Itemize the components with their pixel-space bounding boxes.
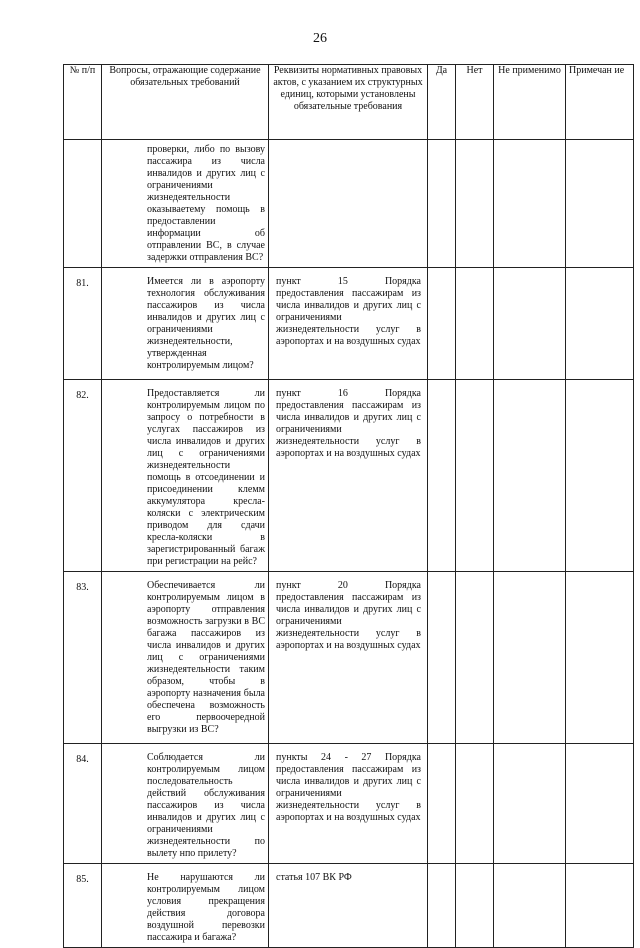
row-reference: пункт 16 Порядка предоставления пассажирам из числа инвалидов и других лиц с ограничениями жизнедеятельности услуг в аэропортах и на воздушных судах — [269, 380, 428, 572]
answer-no-cell[interactable] — [456, 572, 494, 744]
row-number: 85. — [64, 864, 102, 948]
header-yes: Да — [428, 65, 456, 140]
answer-not-applicable-cell[interactable] — [494, 268, 566, 380]
row-question: Соблюдается ли контролируемым лицом последовательность действий обслуживания пассажиров из числа инвалидов и других лиц с ограничениями жизнедеятельности по вылету нпо прилету? — [102, 744, 269, 864]
note-cell[interactable] — [566, 572, 634, 744]
note-cell[interactable] — [566, 744, 634, 864]
row-reference: статья 107 ВК РФ — [269, 864, 428, 948]
header-note: Примечан ие — [566, 65, 634, 140]
answer-yes-cell[interactable] — [428, 864, 456, 948]
row-number: 82. — [64, 380, 102, 572]
answer-not-applicable-cell[interactable] — [494, 572, 566, 744]
row-question: Обеспечивается ли контролируемым лицом в аэропорту отправления возможность загрузки в ВС багажа пассажиров из числа инвалидов и других лиц с ограничениями жизнедеятельности таким образом, чтобы в аэропорту назначения была обеспечена возможность его первоочередной выгрузки из ВС? — [102, 572, 269, 744]
answer-no-cell[interactable] — [456, 140, 494, 268]
header-requisites: Реквизиты нормативных правовых актов, с указанием их структурных единиц, которыми установлены обязательные требования — [269, 65, 428, 140]
note-cell[interactable] — [566, 380, 634, 572]
row-number — [64, 140, 102, 268]
answer-no-cell[interactable] — [456, 268, 494, 380]
answer-not-applicable-cell[interactable] — [494, 864, 566, 948]
row-reference — [269, 140, 428, 268]
row-reference: пункты 24 - 27 Порядка предоставления пассажирам из числа инвалидов и других лиц с ограничениями жизнедеятельности услуг в аэропортах и на воздушных судах — [269, 744, 428, 864]
row-question: проверки, либо по вызову пассажира из числа инвалидов и других лиц с ограничениями жизнедеятельности оказываетему помощь в предоставлении информации об отправлении ВС, в случае задержки отправления ВС? — [102, 140, 269, 268]
answer-yes-cell[interactable] — [428, 268, 456, 380]
table-header-row — [64, 65, 634, 140]
header-questions: Вопросы, отражающие содержание обязательных требований — [102, 65, 269, 140]
answer-no-cell[interactable] — [456, 380, 494, 572]
answer-yes-cell[interactable] — [428, 744, 456, 864]
row-question: Имеется ли в аэропорту технология обслуживания пассажиров из числа инвалидов и других лиц с ограничениями жизнедеятельности, утвержденная контролируемым лицом? — [102, 268, 269, 380]
table-row — [64, 140, 634, 268]
answer-no-cell[interactable] — [456, 864, 494, 948]
note-cell[interactable] — [566, 268, 634, 380]
row-question: Предоставляется ли контролируемым лицом по запросу о потребности в услугах пассажиров из числа инвалидов и других лиц с ограничениями жизнедеятельности помощь в отсоединении и присоединении клемм аккумулятора кресла-коляски с электрическим приводом для сдачи кресла-коляски в зарегистрированный багаж при регистрации на рейс? — [102, 380, 269, 572]
note-cell[interactable] — [566, 140, 634, 268]
header-not-applicable: Не применимо — [494, 65, 566, 140]
requirements-checklist-table — [63, 64, 634, 948]
answer-yes-cell[interactable] — [428, 572, 456, 744]
page-number: 26 — [313, 31, 327, 46]
row-question: Не нарушаются ли контролируемым лицом условия прекращения действия договора воздушной перевозки пассажира и багажа? — [102, 864, 269, 948]
answer-not-applicable-cell[interactable] — [494, 140, 566, 268]
row-reference: пункт 20 Порядка предоставления пассажирам из числа инвалидов и других лиц с ограничениями жизнедеятельности услуг в аэропортах и на воздушных судах — [269, 572, 428, 744]
answer-no-cell[interactable] — [456, 744, 494, 864]
table-row — [64, 572, 634, 744]
row-number: 84. — [64, 744, 102, 864]
answer-yes-cell[interactable] — [428, 380, 456, 572]
table-row — [64, 744, 634, 864]
table-row — [64, 864, 634, 948]
answer-not-applicable-cell[interactable] — [494, 380, 566, 572]
answer-yes-cell[interactable] — [428, 140, 456, 268]
table-row — [64, 380, 634, 572]
table-row — [64, 268, 634, 380]
header-no: Нет — [456, 65, 494, 140]
note-cell[interactable] — [566, 864, 634, 948]
row-number: 81. — [64, 268, 102, 380]
header-number: № п/п — [64, 65, 102, 140]
answer-not-applicable-cell[interactable] — [494, 744, 566, 864]
row-reference: пункт 15 Порядка предоставления пассажирам из числа инвалидов и других лиц с ограничениями жизнедеятельности услуг в аэропортах и на воздушных судах — [269, 268, 428, 380]
row-number: 83. — [64, 572, 102, 744]
